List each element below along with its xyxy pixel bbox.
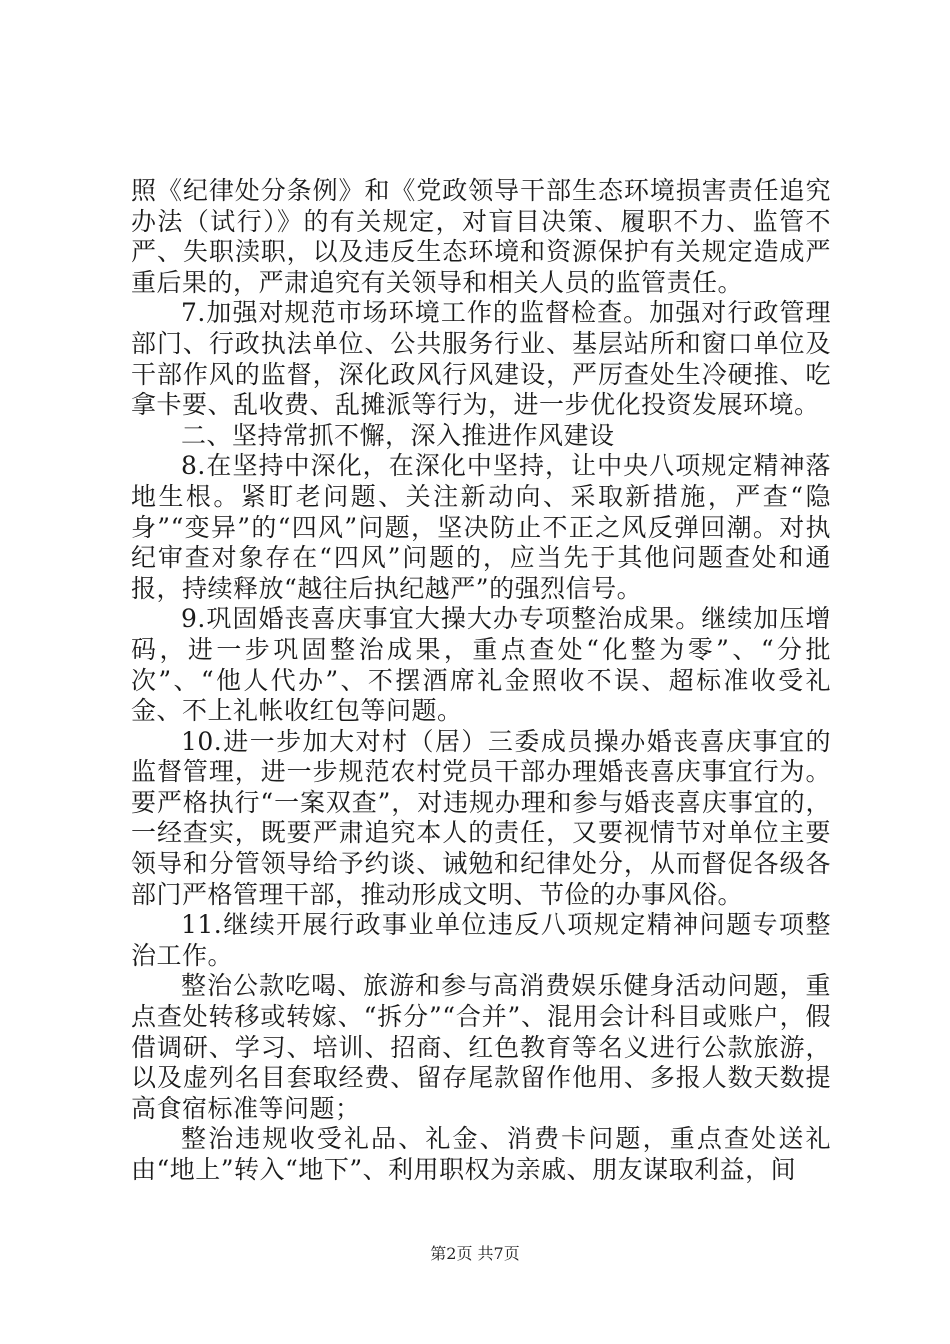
document-body xyxy=(131,176,831,1186)
paragraph-public-funds: 整治公款吃喝、旅游和参与高消费娱乐健身活动问题，重点查处转移或转嫁、“拆分”“合并”、混用会计科目或账户，假借调研、学习、培训、招商、红色教育等名义进行公款旅游，以及虚列名目套取经费、留存尾款留作他用、多报人数天数提高食宿标准等问题； xyxy=(131,971,831,1123)
paragraph-item-9: 9.巩固婚丧喜庆事宜大操大办专项整治成果。继续加压增码，进一步巩固整治成果，重点查处“化整为零”、“分批次”、“他人代办”、不摆酒席礼金照收不误、超标准收受礼金、不上礼帐收红包等问题。 xyxy=(131,604,831,726)
paragraph-gifts: 整治违规收受礼品、礼金、消费卡问题，重点查处送礼由“地上”转入“地下”、利用职权为亲戚、朋友谋取利益，间 xyxy=(131,1124,831,1184)
paragraph-continuation: 照《纪律处分条例》和《党政领导干部生态环境损害责任追究办法（试行）》的有关规定，对盲目决策、履职不力、监管不严、失职渎职，以及违反生态环境和资源保护有关规定造成严重后果的，严肃追究有关领导和相关人员的监管责任。 xyxy=(131,176,831,297)
paragraph-item-7: 7.加强对规范市场环境工作的监督检查。加强对行政管理部门、行政执法单位、公共服务行业、基层站所和窗口单位及干部作风的监督，深化政风行风建设，严厉查处生冷硬推、吃拿卡要、乱收费、乱摊派等行为，进一步优化投资发展环境。 xyxy=(131,298,831,420)
section-heading-2: 二、坚持常抓不懈，深入推进作风建设 xyxy=(181,420,615,450)
page-number-footer: 第2页 共7页 xyxy=(430,1244,520,1263)
paragraph-item-10: 10.进一步加大对村（居）三委成员操办婚丧喜庆事宜的监督管理，进一步规范农村党员干部办理婚丧喜庆事宜行为。要严格执行“一案双查”，对违规办理和参与婚丧喜庆事宜的，一经查实，既要严肃追究本人的责任，又要视情节对单位主要领导和分管领导给予约谈、诫勉和纪律处分，从而督促各级各部门严格管理干部，推动形成文明、节俭的办事风俗。 xyxy=(131,726,831,909)
paragraph-item-11: 11.继续开展行政事业单位违反八项规定精神问题专项整治工作。 xyxy=(131,910,831,970)
paragraph-item-8: 8.在坚持中深化，在深化中坚持，让中央八项规定精神落地生根。紧盯老问题、关注新动向、采取新措施，严查“隐身”“变异”的“四风”问题，坚决防止不正之风反弹回潮。对执纪审查对象存在“四风”问题的，应当先于其他问题查处和通报，持续释放“越往后执纪越严”的强烈信号。 xyxy=(131,451,831,603)
